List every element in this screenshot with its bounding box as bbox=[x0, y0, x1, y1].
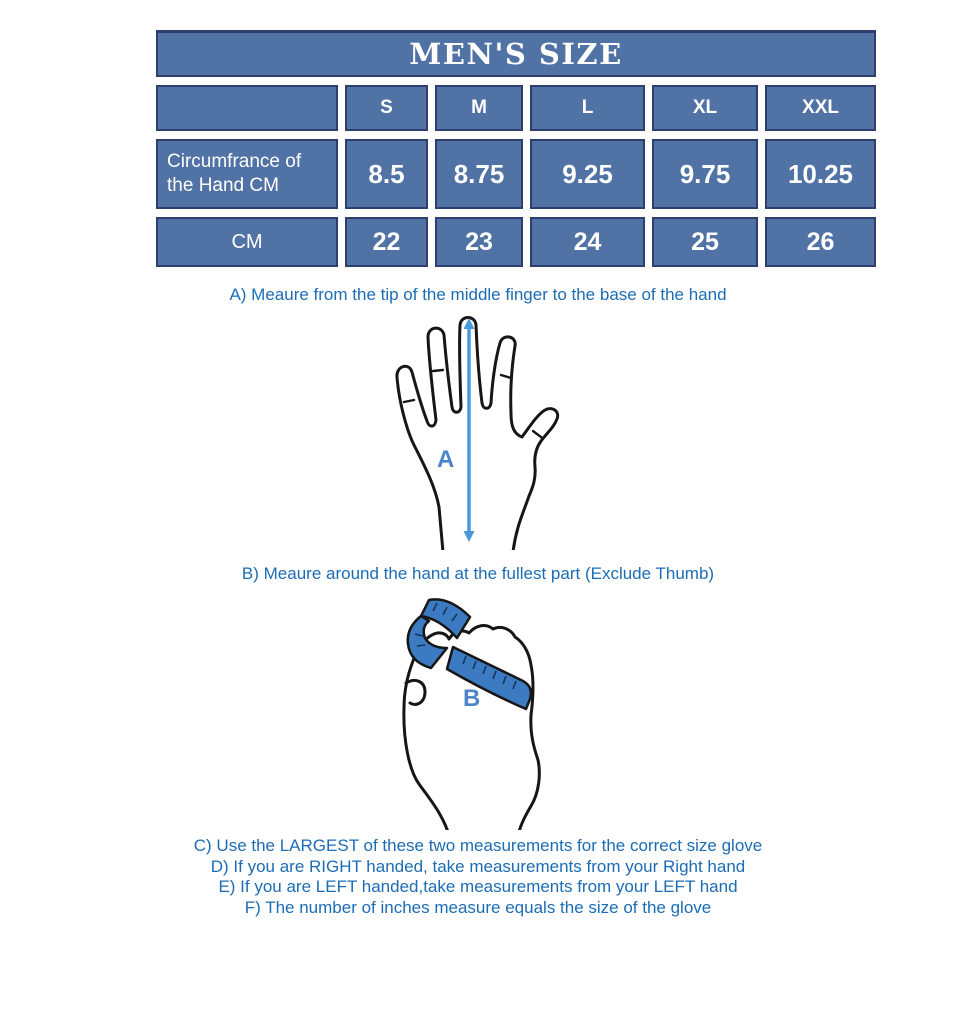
ring-crease-line bbox=[433, 370, 443, 371]
instruction-list bbox=[0, 836, 956, 918]
circumference-value-s: 8.5 bbox=[345, 139, 428, 209]
cm-value-s: 22 bbox=[345, 217, 428, 267]
size-header-s: S bbox=[345, 85, 428, 131]
cm-value-xxl: 26 bbox=[765, 217, 876, 267]
open-hand-outline bbox=[397, 318, 558, 551]
size-grid bbox=[156, 85, 876, 267]
hand-circumference-diagram bbox=[391, 590, 566, 830]
instruction-f: F) The number of inches measure equals the size of the glove bbox=[244, 897, 712, 917]
corner-cell bbox=[156, 85, 338, 131]
table-title: MEN'S SIZE bbox=[156, 30, 876, 77]
size-header-l: L bbox=[530, 85, 645, 131]
circumference-value-l: 9.25 bbox=[530, 139, 645, 209]
cm-value-m: 23 bbox=[435, 217, 523, 267]
diagram-label-b: B bbox=[462, 685, 480, 712]
instruction-d: D) If you are RIGHT handed, take measurements from your Right hand bbox=[210, 856, 746, 876]
diagram-label-a: A bbox=[437, 446, 455, 473]
circumference-value-xxl: 10.25 bbox=[765, 139, 876, 209]
instruction-e: E) If you are LEFT handed,take measurements from your LEFT hand bbox=[218, 877, 738, 896]
row-label-circumference: Circumfrance of the Hand CM bbox=[156, 139, 338, 209]
cm-value-l: 24 bbox=[530, 217, 645, 267]
size-header-m: M bbox=[435, 85, 523, 131]
circumference-value-m: 8.75 bbox=[435, 139, 523, 209]
mens-size-table bbox=[156, 30, 876, 267]
size-header-xl: XL bbox=[652, 85, 758, 131]
size-header-xxl: XXL bbox=[765, 85, 876, 131]
row-label-cm: CM bbox=[156, 217, 338, 267]
instruction-a: A) Meaure from the tip of the middle finger to the base of the hand bbox=[229, 285, 727, 304]
instruction-c: C) Use the LARGEST of these two measurements for the correct size glove bbox=[193, 836, 763, 855]
hand-length-diagram bbox=[383, 315, 573, 550]
circumference-value-xl: 9.75 bbox=[652, 139, 758, 209]
instruction-b: B) Meaure around the hand at the fullest part (Exclude Thumb) bbox=[241, 564, 715, 583]
cm-value-xl: 25 bbox=[652, 217, 758, 267]
